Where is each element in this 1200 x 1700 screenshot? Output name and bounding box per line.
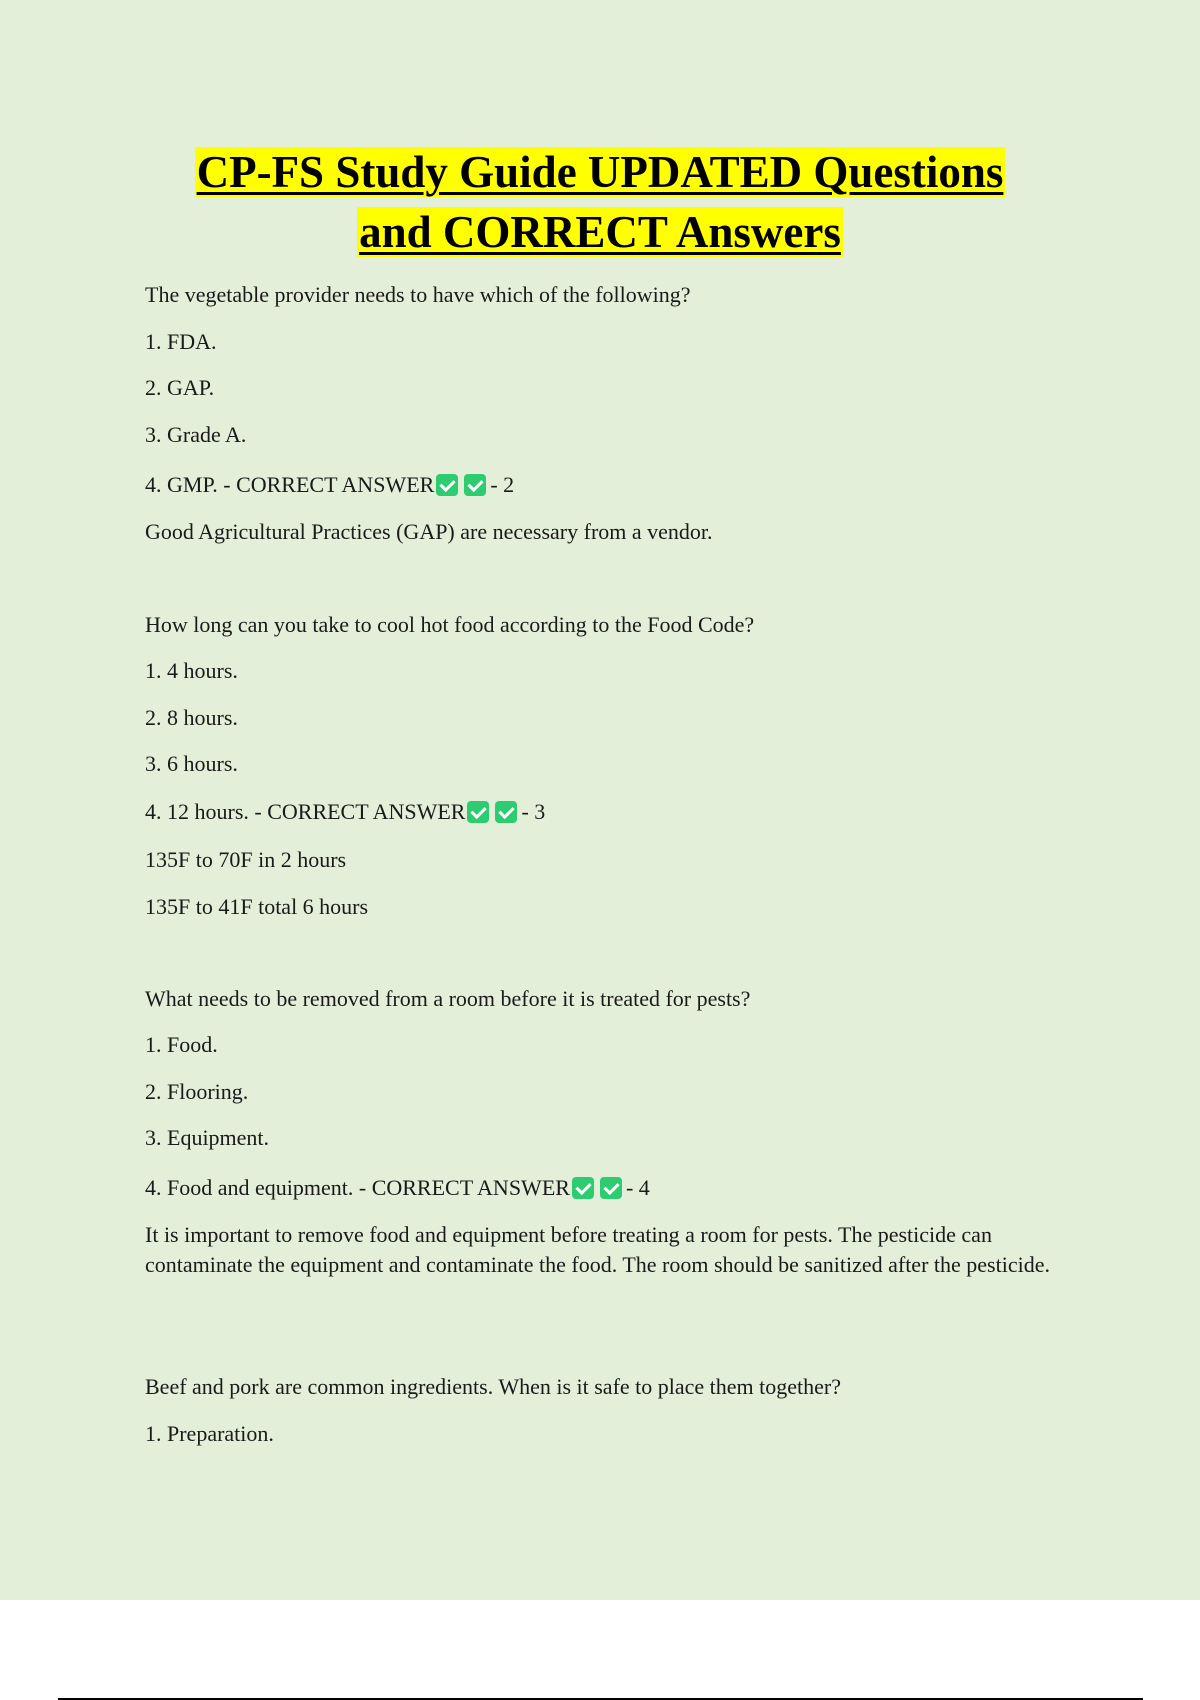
question-2-explanation-1: 135F to 70F in 2 hours: [145, 847, 347, 872]
check-mark-icon: [467, 801, 489, 823]
answer-value: - 4: [625, 1175, 650, 1200]
answer-label: 4. 12 hours. - CORRECT ANSWER: [145, 799, 466, 824]
check-mark-icon: [572, 1177, 594, 1199]
question-4-option-1: 1. Preparation.: [145, 1421, 274, 1446]
answer-value: - 2: [490, 472, 515, 497]
question-2-explanation-2: 135F to 41F total 6 hours: [145, 894, 369, 919]
check-mark-icon: [600, 1177, 622, 1199]
document-title: [0, 142, 1200, 262]
question-2-option-3: 3. 6 hours.: [145, 751, 238, 776]
question-3-option-1: 1. Food.: [145, 1032, 218, 1057]
answer-label: 4. GMP. - CORRECT ANSWER: [145, 472, 435, 497]
question-4-text: Beef and pork are common ingredients. When is it safe to place them together?: [145, 1374, 842, 1399]
answer-value: - 3: [521, 799, 546, 824]
title-line-2: and CORRECT Answers: [359, 207, 841, 257]
question-3-answer: [145, 1175, 650, 1201]
question-2-option-1: 1. 4 hours.: [145, 658, 238, 683]
question-3-explanation: It is important to remove food and equipment before treating a room for pests. The pesticide can contaminate the equipment and contaminate the food. The room should be sanitized after the pesticide.: [145, 1222, 1050, 1277]
question-1-option-2: 2. GAP.: [145, 375, 215, 400]
question-3-option-2: 2. Flooring.: [145, 1079, 249, 1104]
check-mark-icon: [464, 474, 486, 496]
question-1-explanation: Good Agricultural Practices (GAP) are necessary from a vendor.: [145, 519, 713, 544]
check-mark-icon: [495, 801, 517, 823]
question-3-option-3: 3. Equipment.: [145, 1125, 270, 1150]
question-1-option-3: 3. Grade A.: [145, 422, 247, 447]
question-2-answer: [145, 799, 545, 825]
question-1-text: The vegetable provider needs to have which of the following?: [145, 282, 691, 307]
question-1-answer: [145, 472, 514, 498]
title-line-1: CP-FS Study Guide UPDATED Questions: [196, 147, 1004, 197]
answer-label: 4. Food and equipment. - CORRECT ANSWER: [145, 1175, 570, 1200]
question-2-text: How long can you take to cool hot food according to the Food Code?: [145, 612, 755, 637]
question-1-option-1: 1. FDA.: [145, 329, 217, 354]
check-mark-icon: [436, 474, 458, 496]
question-3-text: What needs to be removed from a room before it is treated for pests?: [145, 986, 751, 1011]
question-2-option-2: 2. 8 hours.: [145, 705, 238, 730]
